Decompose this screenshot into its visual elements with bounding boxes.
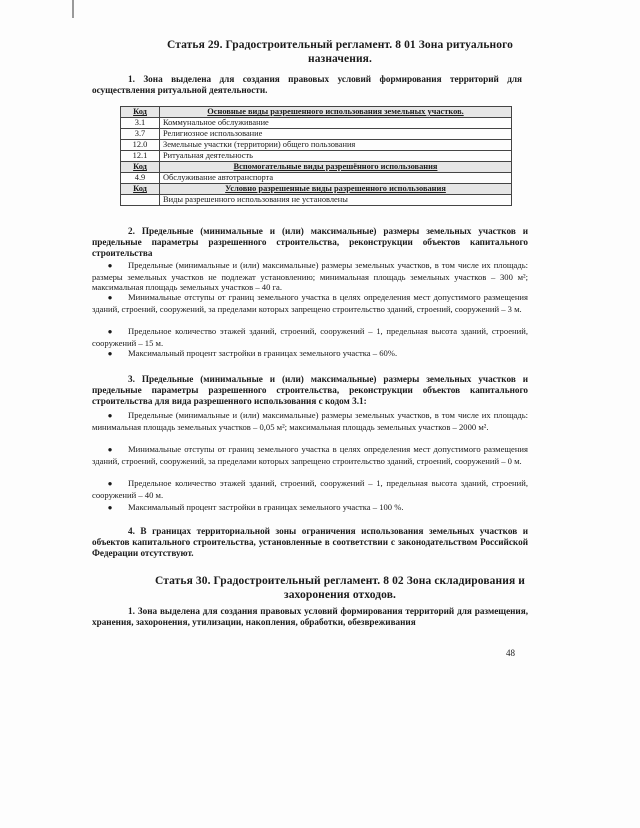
bullet-icon: ●	[107, 503, 113, 512]
article-29-paragraph-3-heading: 3. Предельные (минимальные и (или) максимальные) размеры земельных участков и предельные параметры разрешенного строительства, реконструкции объектов капитального строительства для вида разрешенного использования с кодом 3.1:	[92, 374, 528, 406]
table-row	[121, 140, 512, 151]
list-item-text: Предельные (минимальные и (или) максимальные) размеры земельных участков, в том числе их площадь: минимальная площадь земельных участков – 0,05 м²; максимальная площадь земельных участков – 2000 м².	[92, 410, 528, 432]
list-item	[92, 326, 528, 348]
list-item	[92, 292, 528, 314]
bullet-icon: ●	[107, 261, 113, 270]
list-item	[92, 410, 528, 432]
table-cell-label: Обслуживание автотранспорта	[160, 173, 512, 184]
table-cell-code: 3.7	[121, 129, 160, 140]
bullet-icon: ●	[107, 327, 113, 336]
table-header-code: Код	[121, 184, 160, 195]
list-item-text: Предельное количество этажей зданий, строений, сооружений – 1, предельная высота зданий, строений, сооружений – 15 м.	[92, 326, 528, 348]
list-item-text: Максимальный процент застройки в границах земельного участка – 100 %.	[128, 502, 404, 512]
article-30-title-line2: захоронения отходов.	[283, 589, 396, 601]
table-header-main	[121, 107, 512, 118]
list-item	[92, 502, 528, 514]
article-29-title-line2: назначения.	[308, 53, 372, 65]
table-cell-code: 12.0	[121, 140, 160, 151]
table-header-code: Код	[121, 162, 160, 173]
table-header-code: Код	[121, 107, 160, 118]
table-row	[121, 118, 512, 129]
scan-artifact	[72, 0, 74, 18]
list-item-text: Максимальный процент застройки в границах земельного участка – 60%.	[128, 348, 398, 358]
article-29-title	[100, 38, 580, 66]
article-30-title-line1: Статья 30. Градостроительный регламент. 8 02 Зона складирования и	[154, 575, 525, 587]
list-item	[92, 260, 528, 293]
list-item-text: Предельные (минимальные и (или) максимальные) размеры земельных участков, в том числе их площадь: размеры земельных участков не подлежат установлению; минимальная площадь земельных участков – 300 м²; максимальная площадь земельных участков – 40 га.	[92, 260, 528, 293]
table-cell-code: 12.1	[121, 151, 160, 162]
list-item	[92, 444, 528, 466]
article-29-paragraph-2-heading: 2. Предельные (минимальные и (или) максимальные) размеры земельных участков и предельные параметры разрешенного строительства, реконструкции объектов капитального строительства	[92, 226, 528, 258]
table-row	[121, 173, 512, 184]
table-cell-label: Религиозное использование	[160, 129, 512, 140]
article-29-paragraph-4: 4. В границах территориальной зоны ограничения использования земельных участков и объектов капитального строительства, установленные в соответствии с законодательством Российской Федерации отсутствуют.	[92, 526, 528, 558]
table-cell-code: 4.9	[121, 173, 160, 184]
table-header-label: Основные виды разрешенного использования земельных участков.	[160, 107, 512, 118]
list-item	[92, 478, 528, 500]
list-item-text: Минимальные отступы от границ земельного участка в целях определения мест допустимого размещения зданий, строений, сооружений, за пределами которых запрещено строительство зданий, строений, сооружений – 0 м.	[92, 444, 528, 466]
bullet-icon: ●	[107, 445, 113, 454]
table-cell-label: Земельные участки (территории) общего пользования	[160, 140, 512, 151]
bullet-icon: ●	[107, 411, 113, 420]
table-cell-code	[121, 195, 160, 206]
table-cell-label: Ритуальная деятельность	[160, 151, 512, 162]
table-cell-label: Коммунальное обслуживание	[160, 118, 512, 129]
article-29-title-line1: Статья 29. Градостроительный регламент. 8 01 Зона ритуального	[166, 39, 513, 51]
page-number: 48	[506, 648, 515, 658]
table-row	[121, 129, 512, 140]
table-header-label: Вспомогательные виды разрешённого использования	[160, 162, 512, 173]
article-30-paragraph-1: 1. Зона выделена для создания правовых условий формирования территорий для размещения, хранения, захоронения, утилизации, накопления, обработки, обезвреживания	[92, 606, 528, 627]
bullet-icon: ●	[107, 293, 113, 302]
list-item	[92, 348, 528, 360]
list-item-text: Предельное количество этажей зданий, строений, сооружений – 1, предельная высота зданий, строений, сооружений – 40 м.	[92, 478, 528, 500]
article-30-title	[100, 574, 580, 602]
table-header-label: Условно разрешенные виды разрешенного использования	[160, 184, 512, 195]
list-item-text: Минимальные отступы от границ земельного участка в целях определения мест допустимого размещения зданий, строений, сооружений, за пределами которых запрещено строительство зданий, строений, сооружений – 3 м.	[92, 292, 528, 314]
table-row	[121, 195, 512, 206]
table-header-conditional	[121, 184, 512, 195]
table-cell-code: 3.1	[121, 118, 160, 129]
article-29-paragraph-1: 1. Зона выделена для создания правовых условий формирования территорий для осуществления ритуальной деятельности.	[92, 74, 522, 95]
land-use-table	[120, 106, 512, 206]
table-row	[121, 151, 512, 162]
table-header-auxiliary	[121, 162, 512, 173]
bullet-icon: ●	[107, 479, 113, 488]
bullet-icon: ●	[107, 349, 113, 358]
table-cell-label: Виды разрешенного использования не установлены	[160, 195, 512, 206]
